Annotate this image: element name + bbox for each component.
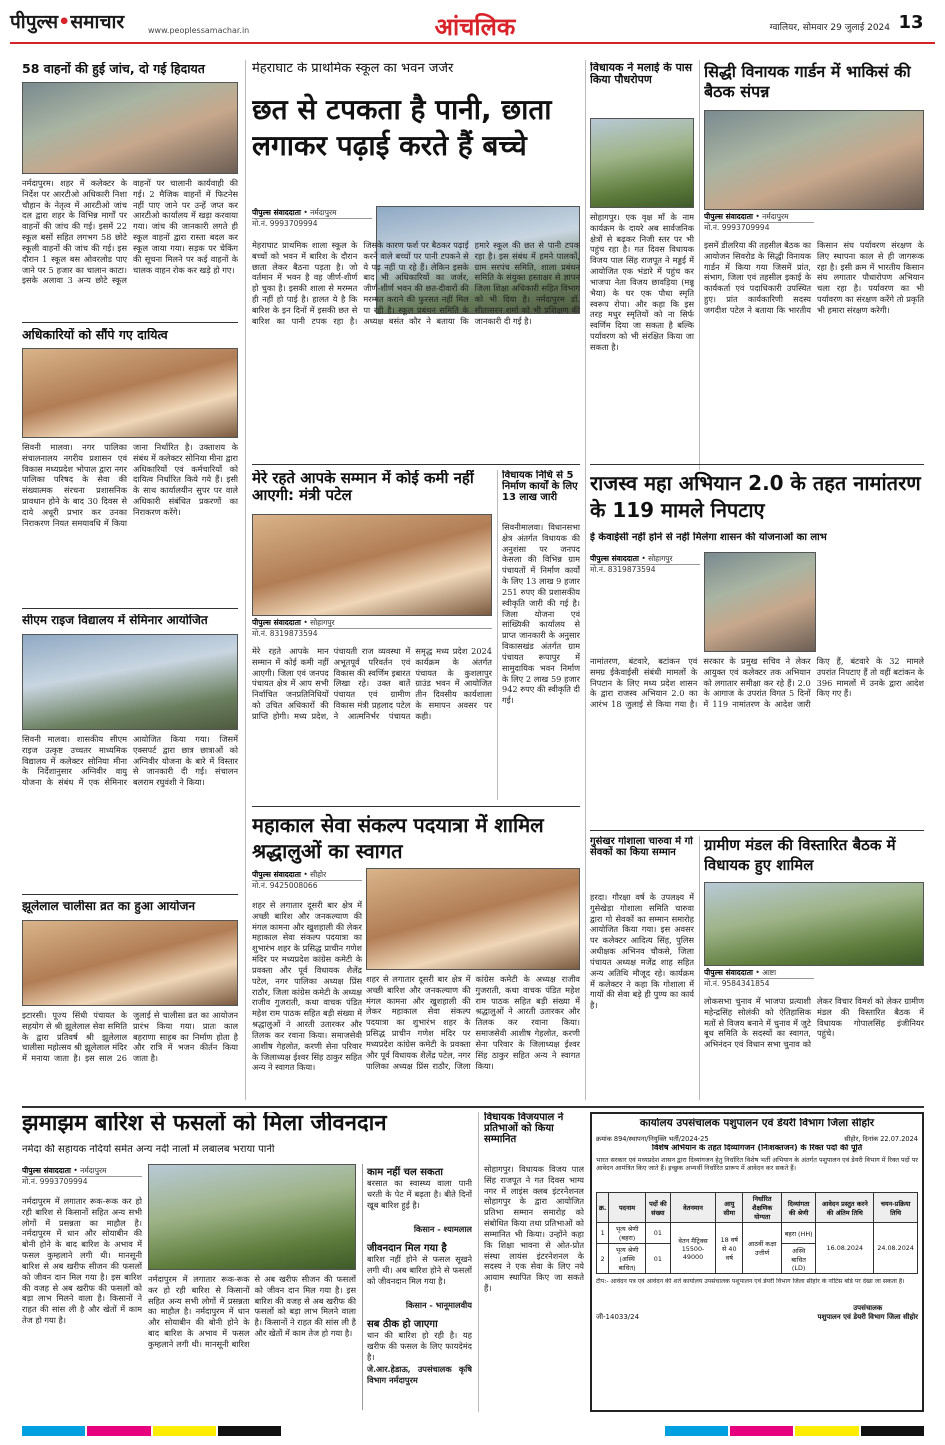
headline: छत से टपकता है पानी, छाता लगाकर पढ़ाई करते हैं बच्चे — [252, 93, 552, 163]
quote1-text: बरसात का स्वास्थ्य वाला पानी धरती के पेट में बढ़ता है। बीते दिनों खूब बारिश हुई है। — [367, 1178, 472, 1210]
headline: सिद्धी विनायक गार्डन में भाकिसं की बैठक संपन्न — [704, 62, 911, 101]
cell: 01 — [645, 1223, 670, 1244]
body: नर्मदापुरम में लगातार रूक-रूक कर हो रही बारिश से किसानों सहित अन्य सभी लोगों में प्रसन्नता का माहौल है। नर्मदापुरम में धान और सोयाबीन की बोनी होने के बाद बारिश के अभाव में फसल कुम्हलाने लगी थी। मानसूनी बारिश से अब खरीफ सीजन की फसलों को जीवन दान मिल गया है। इस बारिश की वजह से अब खरीफ की फसलों को बड़ा लाभ मिलने वाला है। किसानों ने राहत की सांस ली है और खेतों में काम तेज हो गया है। — [22, 1196, 142, 1326]
body: शहर से लगातार दूसरी बार क्षेत्र में अच्छी बारिश और जनकल्याण की मंगल कामना और खुशहाली की लेकर महाकाल सेवा संकल्प पदयात्रा का शुभारंभ शहर के प्रसिद्ध प्राचीन गणेश मंदिर पर मध्यप्रदेश कांग्रेस कमेटी के प्रवक्ता और पूर्व विधायक शैलेंद्र पटेल, नगर पालिका अध्यक्ष प्रिंस राठौर, जिला कांग्रेस कमेटी के अध्यक्ष राजीव गुजराती, कथा वाचक पंडित महेश राम पाठक सहित बड़ी संख्या में श्रद्धालुओं ने आरती उतारकर और तिलक कर रवाना किया। समाजसेवी आशीष गेहलोत, करणी सेना परिवार के जिलाध्यक्ष ईश्वर सिंह ठाकुर सहित अन्य ने स्वागत किया। — [252, 900, 362, 1073]
masthead — [0, 0, 945, 50]
dateline: ग्वालियर, सोमवार 29 जुलाई 2024 — [769, 23, 890, 33]
section-title: आंचलिक — [434, 13, 516, 41]
cell: 24.08.2024 — [874, 1223, 918, 1274]
center-lead-story — [252, 62, 580, 460]
website[interactable]: www.peoplessamachar.in — [148, 26, 250, 35]
byline: पीपुल्स संवाददाता • सोहागपुर — [252, 618, 492, 629]
photo — [22, 634, 238, 730]
divider — [590, 830, 924, 831]
byline-reporter: पीपुल्स संवाददाता — [252, 618, 301, 627]
ad-ref: क्रमांक 894/स्थापना/नियुक्ति भर्ती/2024-25 — [596, 1135, 709, 1143]
logo-part2: समाचार — [70, 11, 125, 33]
left-story-jhulelal — [22, 900, 238, 1100]
cell: 18 वर्ष से 40 वर्ष — [716, 1223, 743, 1274]
subheadline: ई केवाईसी नहीं होने से नहीं मिलेगा शासन की योजनाओं का लाभ — [590, 532, 827, 543]
divider — [22, 608, 238, 609]
byline-place: नर्मदापुरम — [762, 212, 789, 221]
headline: सीएम राइज विद्यालय में सेमिनार आयोजित — [22, 614, 208, 627]
ad-footer-note: टीप:- आवेदन पत्र एवं आवेदन की शर्ते कार्यालय उपसंचालक पशुपालन एवं डेयरी विभाग जिला सीहोर के नोटिस बोर्ड पर देखा जा सकता है। — [596, 1278, 905, 1285]
logo-dot: • — [58, 11, 71, 33]
headline: विधायक निधि से 5 निर्माण कार्यों के लिए 13 लाख जारी — [502, 470, 578, 504]
byline-block — [704, 968, 814, 994]
cell: 2 — [597, 1244, 609, 1274]
ad-ref-row — [596, 1134, 918, 1144]
right-revenue-campaign-story — [590, 470, 924, 826]
column-divider — [699, 836, 700, 1100]
subheadline: नर्मदा की सहायक नदियों समेत अन्य नदी नालों में लबालब भराया पानी — [22, 1144, 275, 1155]
column-divider — [497, 470, 498, 800]
byline: पीपुल्स संवाददाता • नर्मदापुरम — [252, 208, 372, 219]
black-swatch — [861, 1426, 924, 1436]
black-swatch — [218, 1426, 281, 1436]
cell: 01 — [645, 1244, 670, 1274]
divider — [252, 464, 580, 465]
quote1-credit: किसान - श्यामलाल — [413, 1224, 472, 1234]
body: मेरे रहते आपके मान सम्मान में कोई कमी नहीं आएगी। जिला एवं जनपद पंचायत क्षेत्र में आप सभी निर्वाचित जनप्रतिनिधियों को उचित अधिकारों की प्राप्ति होगी। मध्य प्रदेश, पंचायती राज व्यवस्था में अभूतपूर्व परिवर्तन एवं विकास की स्वर्णिम इबारत लिखा रहे। उक्त बातें पंचायत एवं ग्रामीण विकास मंत्री प्रहलाद पटेल ने आत्मनिर्भर पंचायत समृद्ध मध्य प्रदेश 2024 कार्यक्रम के अंतर्गत पंचायत के कुशलापुर ग्राउंड भवन में आयोजित तीन दिवसीय कार्यशाला के समापन अवसर पर कही। — [252, 646, 492, 721]
byline-reporter: पीपुल्स संवाददाता — [590, 554, 639, 563]
ad-col: निर्धारित शैक्षणिक योग्यता — [743, 1193, 782, 1223]
mobile: मो.नं. 8319873594 — [590, 565, 656, 574]
quote3-title: सब ठीक हो जाएगा — [367, 1319, 438, 1330]
body: मेहराघाट प्राथमिक शाला स्कूल के बच्चों को भवन में बारिश के दौरान छाता लेकर बैठना पड़ता है। जो वर्तमान में भवन है वह जीर्ण-शीर्ण हो चुका है। इसकी शाला से मरम्मत ही नहीं हो पाई है। हालत ये है कि बारिश के इन दिनों में इसकी छत से बारिश का पानी टपक रहा है। जिसके कारण फर्श पर बैठकर पढ़ाई करने वाले बच्चों पर पानी टपकने से ये पढ़ नहीं पा रहे हैं। लेकिन इसके बाद भी अधिकारियों का जर्जर, जीर्ण-शीर्ण भवन की छत-दीवारों की मरम्मत कराने की फुरसत नहीं मिल पा रही है। स्कूल प्रबंधन समिति के अध्यक्ष बसंत कौर ने बताया कि हमारे स्कूल की छत से पानी टपक रहा है। इस संबंध में हमने पालकों, ग्राम सरपंच समिति, शाला प्रबंधन समिति के संयुक्त हस्ताक्षर से ज्ञापन जिला शिक्षा अधिकारी सहित विभाग को भी दिया है। नर्मदापुरम डॉ. सीतासरन शर्मा को भी प्रशिक्षण की जानकारी दी गई है। — [252, 240, 580, 326]
byline: पीपुल्स संवाददाता • नर्मदापुरम — [22, 1166, 142, 1177]
photo — [22, 920, 238, 1006]
left-story-seminar — [22, 614, 238, 890]
photo — [590, 118, 694, 208]
mobile: मो.नं. 9584341854 — [704, 979, 770, 988]
govt-advertisement — [590, 1112, 924, 1412]
headline: विधायक विजयपाल ने प्रतिभाओं को किया सम्मानित — [484, 1112, 564, 1146]
headline: महाकाल सेवा संकल्प पदयात्रा में शामिल श्रद्धालुओं का स्वागत — [252, 813, 544, 863]
headline: गुसेखर गोशाला चारुवा में गो सेवकों का किया सम्मान — [590, 836, 693, 859]
left-story-duties — [22, 328, 238, 604]
column-divider — [585, 60, 586, 1100]
page-number: 13 — [898, 12, 924, 33]
photo — [704, 882, 924, 966]
byline-reporter: पीपुल्स संवाददाता — [704, 968, 753, 977]
vijaypal-talent-story — [484, 1112, 584, 1412]
center-minister-story — [252, 470, 492, 800]
byline-block — [252, 618, 492, 644]
ad-col: चयन-प्रक्रिया तिथि — [874, 1193, 918, 1223]
body: नर्मदापुरम। शहर में कलेक्टर के निर्देश पर आरटीओ अधिकारी निशा चौहान के नेतृत्व में आरटीओ जांच दल द्वारा शहर के विभिन्न मार्गों पर वाहनों की जांच की गई। इसमें 22 स्कूल बसों सहित लगभग 58 छोटे स्कूली वाहनों की जांच की गई। इस दौरान 1 स्कूल बस ओवरलोड पाए जाने पर 5 हजार का चालान काटा। इसके अलावा 3 अन्य छोटे स्कूल वाहनों पर चालानी कार्यवाही की गई। 2 मैजिक वाहनों में फिटनेस नहीं पाए जाने पर उन्हें जप्त कर आरटीओ कार्यालय में खड़ा करवाया गया। जांच की जानकारी लगते ही स्कूल वाहनों द्वारा रास्ता बदल कर स्कूल जाया गया। सड़क पर चेकिंग की सूचना मिलने पर कई वाहनों के चालक वाहन रोक कर खड़े हो गए। — [22, 178, 238, 286]
table-row — [597, 1223, 918, 1244]
ad-col: पदों की संख्या — [645, 1193, 670, 1223]
photo — [22, 348, 238, 438]
byline-place: सोहागपुर — [648, 554, 673, 563]
ad-col: आवेदन प्रस्तुत करने की अंतिम तिथि — [816, 1193, 874, 1223]
magenta-swatch — [87, 1426, 150, 1436]
column-divider — [699, 60, 700, 470]
ad-col: वेतनमान — [670, 1193, 715, 1223]
byline-place: सीहोर — [310, 870, 327, 879]
byline-block — [252, 870, 362, 896]
photo — [22, 82, 238, 174]
quote2-text: बारिश नहीं होने से फसल सूखने लगी थी। अब बारिश होने से फसलों को जीवनदान मिल गया है। — [367, 1254, 472, 1286]
byline-place: नर्मदापुरम — [80, 1166, 107, 1175]
byline: पीपुल्स संवाददाता • सीहोर — [252, 870, 362, 881]
headline: झमाझम बारिश से फसलों को मिला जीवनदान — [22, 1112, 387, 1136]
yellow-swatch — [153, 1426, 216, 1436]
yellow-swatch — [795, 1426, 858, 1436]
center-mahakal-story — [252, 812, 580, 1100]
byline-reporter: पीपुल्स संवाददाता — [252, 870, 301, 879]
body-continued: नर्मदापुरम में लगातार रूक-रूक कर हो रही बारिश से किसानों सहित अन्य सभी लोगों में प्रसन्नता का माहौल है। नर्मदापुरम में धान और सोयाबीन की बोनी होने के बाद बारिश के अभाव में फसल कुम्हलाने लगी थी। मानसूनी बारिश से अब खरीफ सीजन की फसलों को जीवन दान मिल गया है। इस बारिश की वजह से अब खरीफ की फसलों को बड़ा लाभ मिलने वाला है। किसानों ने राहत की सांस ली है और खेतों में काम तेज हो गया है। — [148, 1274, 356, 1349]
byline-block — [22, 1166, 142, 1192]
byline-reporter: पीपुल्स संवाददाता — [22, 1166, 71, 1175]
logo — [10, 8, 170, 32]
mobile: मो.नं. 9993709994 — [704, 223, 770, 232]
headline: मेरे रहते आपके सम्मान में कोई कमी नहीं आएगी: मंत्री पटेल — [252, 470, 474, 504]
ad-subtitle: विशेष अभियान के तहत दिव्यांगजन (निःशक्तजन) के रिक्त पदों की पूर्ति — [651, 1144, 863, 1152]
bottom-rain-story — [22, 1112, 472, 1412]
quote3-credit: जे.आर.हेडाऊ, उपसंचालक कृषि विभाग नर्मदापुरम — [367, 1364, 472, 1385]
headline: अधिकारियों को सौंपे गए दायित्व — [22, 328, 168, 342]
right-plantation-story — [590, 62, 694, 460]
logo-part1: पीपुल्स — [10, 11, 59, 33]
divider — [252, 806, 580, 807]
headline: राजस्व महा अभियान 2.0 के तहत नामांतरण के 119 मामले निपटाए — [590, 471, 921, 522]
quote3-text: धान की बारिश हो रही है। यह खरीफ की फसल के लिए फायदेमंद है। — [367, 1330, 472, 1362]
byline: पीपुल्स संवाददाता • आष्टा — [704, 968, 814, 979]
photo — [704, 110, 924, 210]
ad-col: आयु सीमा — [716, 1193, 743, 1223]
body: हरदा। गौरक्षा वर्ष के उपलक्ष्य में गुसेखेड़ा गोशाला समिति चारुवा द्वारा गो सेवकों का सम्मान समारोह आयोजित किया गया। इस अवसर पर कलेक्टर आदित्य सिंह, पुलिस अधीक्षक अभिनव चौकसे, जिला पंचायत अध्यक्ष मजेंद्र शाह सहित अन्य अतिथि मौजूद रहे। कार्यक्रम में कलेक्टर ने कहा कि गोशाला में गायों की सेवा बड़े ही पुण्य का कार्य है। — [590, 892, 694, 1011]
masthead-rule — [10, 42, 935, 44]
right-rural-mandal-story — [704, 836, 924, 1100]
body: नामांतरण, बंटवारे, बटांकन एवं समग्र ईकेवाईसी संबंधी मामलों के निपटान के लिए मध्य प्रदेश शासन के द्वारा राजस्व अभियान 2.0 का आरंभ 18 जुलाई से किया गया है। सरकार के प्रमुख सचिव ने लेकर आयुक्त एवं कलेक्टर तक अभियान को लगातार समीक्षा कर रहे हैं। 2.0 के आगाज के उपरांत विगत 5 दिनों में 119 नामांतरण के आदेश जारी किए हैं, बंटवारे के 32 मामले उपरांत निपटाए हैं तो वहीं बटांकन के 396 मामलों में उनके द्वारा आदेश किए गए हैं। — [590, 656, 924, 710]
bottom-divider — [22, 1106, 924, 1108]
cell: भृत्य श्रेणी (बहरा) — [609, 1223, 645, 1244]
body: इसमें डीलरिया की तहसील बैठक का आयोजन सिवरोड के सिद्धी विनायक गार्डन में किया गया जिसमें प्रांत, संभाग, जिला एवं तहसील इकाई के कार्यकर्ता एवं पदाधिकारी उपस्थित हुए। प्रांत कार्यकारिणी सदस्य जगदीश पटेल ने बताया कि भारतीय किसान संघ पर्यावरण संरक्षण के लिए स्थापना काल से ही जागरूक रहा है। इसी क्रम में भारतीय किसान संघ लगातार पौधारोपण अभियान चला रहा है। पर्यावरण का भी पर्यावरण का संरक्षण करेंगे तो प्रकृति भी हमारा संरक्षण करेगी। — [704, 240, 924, 315]
byline-reporter: पीपुल्स संवाददाता — [252, 208, 301, 217]
quote2-title: जीवनदान मिल गया है — [367, 1243, 447, 1254]
cell: अस्थि बाधित (LD) — [781, 1244, 816, 1274]
mobile: मो.नं. 9993709994 — [252, 219, 318, 228]
ad-code: जी-14033/24 — [596, 1313, 640, 1321]
body: इटारसी। पूज्य सिंधी पंचायत के सहयोग से श्री झूलेलाल सेवा समिति के द्वारा प्रतिवर्ष श्री झूलेलाल चालीसा महोत्सव श्री झूलेलाल मंदिर में मनाया जाता है। इस साल 26 जुलाई से चालीसा व्रत का आयोजन प्रारंभ किया गया। प्रातः काल बहराणा साहब का निर्माण होता है और रात्रि में भजन कीर्तन किया जाता है। — [22, 1010, 238, 1064]
cyan-swatch — [665, 1426, 728, 1436]
headline: 58 वाहनों की हुई जांच, दो गई हिदायत — [22, 62, 205, 76]
quote1-title: काम नहीं चल सकता — [367, 1167, 444, 1178]
ad-table-header — [597, 1193, 918, 1223]
ad-date: सीहोर, दिनांक 22.07.2024 — [844, 1135, 918, 1143]
byline: पीपुल्स संवाददाता • नर्मदापुरम — [704, 212, 814, 223]
body: सोहागपुर। एक वृक्ष माँ के नाम कार्यक्रम के दायरे अब सार्वजनिक क्षेत्रों से बढ़कर निजी स्तर पर भी पहुंच रहा है। गत दिवस विधायक विजय पाल सिंह राजपूत ने मड्डई में आयोजित एक भंडारे में पहुंच कर भाजपा नेता विजय छावड़िया (मन्नू भैया) के घर एक पौधा स्मृति स्वरूप रोपा। और कहा कि इस तरह मधुर स्मृतियों को ना सिर्फ स्वर्णिम दिया जा सकता है बल्कि पर्यावरण को भी संरक्षित किया जा सकता है। — [590, 212, 694, 352]
divider — [22, 322, 238, 323]
body: सोहागपुर। विधायक विजय पाल सिंह राजपूत ने गत दिवस भाग्य नगर में लाइंस क्लब इंटरनेशनल सोहागपुर के द्वारा आयोजित प्रतिभा सम्मान समारोह को संबोधित किया तथा प्रतिभाओं को सम्मानित भी किया। उन्होंने कहा कि शिक्षा भावना से ओत-प्रोत संस्था लायंस इंटरनेशनल के सदस्य ने एक सेवा के लिए नये आयाम स्थापित किए जा सकते हैं। — [484, 1164, 584, 1294]
ad-signatory-2: पशुपालन एवं डेयरी विभाग जिला सीहोर — [817, 1313, 918, 1321]
cell: वेतन मैट्रिक्स 15500-49000 — [670, 1223, 715, 1274]
mobile: मो.नं. 9425008066 — [252, 881, 318, 890]
byline-block — [590, 554, 700, 580]
body: सिवनीमालवा। विधानसभा क्षेत्र अंतर्गत विधायक की अनुशंसा पर जनपद केसला की विभिन्न ग्राम पंचायतों में निर्माण कार्यों के लिए 13 लाख 9 हजार 251 रुपए की प्रशासकीय स्वीकृति जारी की गई है। जिला योजना एवं सांख्यिकी कार्यालय से प्राप्त जानकारी के अनुसार विकासखंड अंतर्गत ग्राम पंचायत रूपापुर में सामुदायिक भवन निर्माण के लिए 2 लाख 59 हजार 942 रुपए की स्वीकृति दी गई। — [502, 522, 580, 706]
byline-place: सोहागपुर — [310, 618, 335, 627]
mobile: मो.नं. 9993709994 — [22, 1177, 88, 1186]
column-divider — [478, 1112, 479, 1412]
cell: 16.08.2024 — [816, 1223, 874, 1274]
photo — [704, 552, 816, 652]
print-registration-strip — [22, 1426, 924, 1436]
ad-col: दिव्यांगता की श्रेणी — [781, 1193, 816, 1223]
ad-table — [596, 1192, 918, 1274]
divider — [590, 464, 924, 465]
byline-block — [704, 212, 814, 238]
farmer-quotes — [362, 1164, 472, 1410]
right-goshala-story — [590, 836, 694, 1100]
cell: भृत्य श्रेणी (अस्थि बाधित) — [609, 1244, 645, 1274]
kicker: मेहराघाट के प्राथमिक स्कूल का भवन जर्जर — [252, 62, 454, 76]
ad-col: पदनाम — [609, 1193, 645, 1223]
ad-title: कार्यालय उपसंचालक पशुपालन एवं डेयरी विभाग जिला सीहोर — [639, 1118, 875, 1129]
ad-signatory-1: उपसंचालक — [853, 1304, 883, 1312]
headline: झूलेलाल चालीसा व्रत का हुआ आयोजन — [22, 900, 196, 913]
cyan-swatch — [22, 1426, 85, 1436]
cell: आठवीं कक्षा उत्तीर्ण — [743, 1223, 782, 1274]
left-story-vehicle-check — [22, 62, 238, 316]
ad-col: क्र. — [597, 1193, 609, 1223]
mobile: मो.नं. 8319873594 — [252, 629, 318, 638]
quote2-credit: किसान - भानूमालवीय — [405, 1300, 472, 1310]
divider — [22, 894, 238, 895]
magenta-swatch — [730, 1426, 793, 1436]
byline-place: आष्टा — [762, 968, 777, 977]
right-bks-meeting-story — [704, 62, 924, 460]
byline: पीपुल्स संवाददाता • सोहागपुर — [590, 554, 700, 565]
photo — [252, 514, 492, 616]
cell: बहरा (HH) — [781, 1223, 816, 1244]
column-divider — [245, 60, 246, 1100]
body: सिवनी मालवा। शासकीय सीएम राइज उत्कृष्ट उच्चतर माध्यमिक विद्यालय में कलेक्टर सोनिया मीना के निर्देशानुसार अग्निवीर वायु योजना के संबंध में एक सेमिनार आयोजित किया गया। जिसमें एक्सपर्ट द्वारा छात्र छात्राओं को अग्निवीर योजना के बारे में विस्तार से जानकारी दी गई। संचालन बलराम रघुवंशी ने किया। — [22, 734, 238, 788]
body: सिवनी मालवा। नगर पालिका संचालनालय नगरीय प्रशासन एवं विकास मध्यप्रदेश भोपाल द्वारा नगर पालिका परिषद के सेवा की संख्यात्मक संरचना प्रशासनिक प्रावधान होने के बाद 30 दिवस से दाये अधूरी प्रभार कर उनका निराकरण नियत समयावधि में किया जाना निर्धारित है। उक्ताशय के संबंध में कलेक्टर सोनिया मीना द्वारा अधिकारियों एवं कर्मचारियों को दायित्व निर्धारित किये गये हैं। इसी के साथ कार्यालयीन सुपर पर वाले अधिकारी संबंधित प्रकरणों का निराकरण करेंगे। — [22, 442, 238, 528]
cell: 1 — [597, 1223, 609, 1244]
photo — [148, 1164, 356, 1270]
headline: ग्रामीण मंडल की विस्तारित बैठक में विधायक हुए शामिल — [704, 836, 896, 874]
spacer — [283, 1426, 663, 1436]
body-continued: शहर से लगातार दूसरी बार क्षेत्र में अच्छी बारिश और जनकल्याण की मंगल कामना और खुशहाली की लेकर महाकाल सेवा संकल्प पदयात्रा का शुभारंभ शहर के प्रसिद्ध प्राचीन गणेश मंदिर पर मध्यप्रदेश कांग्रेस कमेटी के प्रवक्ता और पूर्व विधायक शैलेंद्र पटेल, नगर पालिका अध्यक्ष प्रिंस राठौर, जिला कांग्रेस कमेटी के अध्यक्ष राजीव गुजराती, कथा वाचक पंडित महेश राम पाठक सहित बड़ी संख्या में श्रद्धालुओं ने आरती उतारकर और तिलक कर रवाना किया। समाजसेवी आशीष गेहलोत, करणी सेना परिवार के जिलाध्यक्ष ईश्वर सिंह ठाकुर सहित अन्य ने स्वागत किया। — [366, 974, 580, 1071]
body: लोकसभा चुनाव में भाजपा प्रत्याशी महेन्द्रसिंह सोलंकी को ऐतिहासिक मतों से विजय बनाने में चुनाव में जुटे बूथ समिति के सदस्यों का स्वागत, अभिनंदन एवं विधान सभा चुनाव को लेकर विचार विमर्श को लेकर ग्रामीण मंडल की विस्तारित बैठक में विधायक गोपालसिंह इंजीनियर पहुंचे। — [704, 996, 924, 1050]
byline-reporter: पीपुल्स संवाददाता — [704, 212, 753, 221]
photo — [366, 868, 580, 970]
ad-signatory — [818, 1304, 918, 1322]
center-mla-fund-story — [502, 470, 580, 800]
byline-place: नर्मदापुरम — [310, 208, 337, 217]
ad-intro: भारत सरकार एवं मध्यप्रदेश शासन द्वारा दिव्यांगजन हेतु निर्धारित विशेष भर्ती अभियान के अंतर्गत पशुपालन एवं डेयरी विभाग में रिक्त पदों पर आवेदन आमंत्रित किए जाते हैं। इच्छुक अभ्यर्थी निर्धारित प्रारूप में आवेदन कर सकते हैं। — [596, 1156, 918, 1173]
headline: विधायक ने मलाई के पास किया पौधरोपण — [590, 62, 693, 87]
byline-block — [252, 208, 372, 236]
ad-bottom-row — [596, 1304, 918, 1322]
